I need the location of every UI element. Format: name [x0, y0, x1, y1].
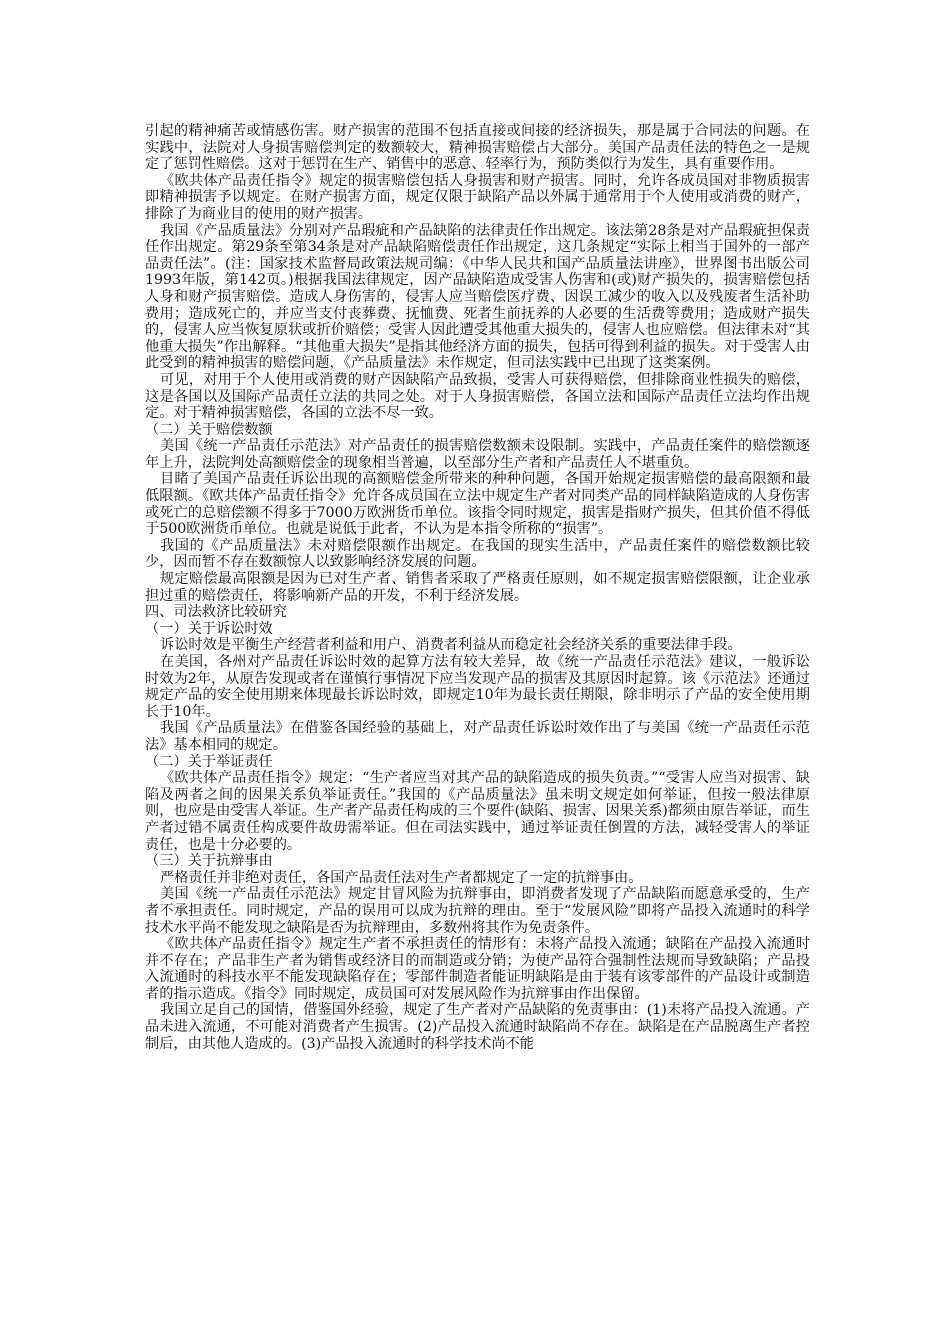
paragraph: 美国《统一产品责任示范法》对产品责任的损害赔偿数额未设限制。实践中，产品责任案件的赔偿额逐年上升，法院判处高额赔偿金的现象相当普遍，以至部分生产者和产品责任人不堪重负。	[145, 438, 810, 471]
section-heading: （二）关于赔偿数额	[145, 421, 273, 438]
paragraph: 可见，对用于个人使用或消费的财产因缺陷产品致损，受害人可获得赔偿，但排除商业性损失的赔偿，这是各国以及国际产品责任立法的共同之处。对于人身损害赔偿，各国立法和国际产品责任立法均作出规定。对于精神损害赔偿，各国的立法不尽一致。	[145, 371, 810, 422]
paragraph: 严格责任并非绝对责任，各国产品责任法对生产者都规定了一定的抗辩事由。	[160, 869, 643, 886]
section-heading: （三）关于抗辩事由	[145, 853, 273, 870]
section-heading: （一）关于诉讼时效	[145, 620, 273, 637]
paragraph: 我国的《产品质量法》未对赔偿限额作出规定。在我国的现实生活中，产品责任案件的赔偿数额比较少，因而暂不存在数额惊人以致影响经济发展的问题。	[145, 537, 810, 571]
paragraph: 美国《统一产品责任示范法》规定甘冒风险为抗辩事由，即消费者发现了产品缺陷而愿意承受的，生产者不承担责任。同时规定，产品的误用可以成为抗辩的理由。至于“发展风险”即将产品投入流通时的科学技术水平尚不能发现之缺陷是否为抗辩理由，多数州将其作为免责条件。	[145, 886, 810, 936]
paragraph: 目睹了美国产品责任诉讼出现的高额赔偿金所带来的种种问题，各国开始规定损害赔偿的最高限额和最低限额。《欧共体产品责任指令》允许各成员国在立法中规定生产者对同类产品的同样缺陷造成的人身伤害或死亡的总赔偿额不得多于7000万欧洲货币单位。该指令同时规定，损害是指财产损失，但其价值不得低于500欧洲货币单位。也就是说低于此者，不认为是本指令所称的“损害”。	[145, 471, 810, 538]
paragraph: 我国《产品质量法》分别对产品瑕疵和产品缺陷的法律责任作出规定。该法第28条是对产品瑕疵担保责任作出规定。第29条至第34条是对产品缺陷赔偿责任作出规定，这几条规定“实际上相当于国外的一部产品责任法”。(注：国家技术监督局政策法规司编：《中华人民共和国产品质量法讲座》，世界图书出版公司1993年版，第142页。)根据我国法律规定，因产品缺陷造成受害人伤害和(或)财产损失的，损害赔偿包括人身和财产损害赔偿。造成人身伤害的，侵害人应当赔偿医疗费、因误工减少的收入以及残废者生活补助费用；造成死亡的，并应当支付丧葬费、抚恤费、死者生前抚养的人必要的生活费等费用；造成财产损失的，侵害人应当恢复原状或折价赔偿；受害人因此遭受其他重大损失的，侵害人也应赔偿。但法律未对“其他重大损失”作出解释。“其他重大损失”是指其他经济方面的损失，包括可得到利益的损失。对于受害人由此受到的精神损害的赔偿问题，《产品质量法》未作规定，但司法实践中已出现了这类案例。	[145, 222, 810, 372]
paragraph: 我国立足自己的国情，借鉴国外经验，规定了生产者对产品缺陷的免责事由：(1)未将产品投入流通。产品未进入流通，不可能对消费者产生损害。(2)产品投入流通时缺陷尚不存在。缺陷是在产品脱离生产者控制后，由其他人造成的。(3)产品投入流通时的科学技术尚不能	[145, 1002, 810, 1052]
paragraph: 引起的精神痛苦或情感伤害。财产损害的范围不包括直接或间接的经济损失，那是属于合同法的问题。在实践中，法院对人身损害赔偿判定的数额较大，精神损害赔偿占大部分。美国产品责任法的特色之一是规定了惩罚性赔偿。这对于惩罚在生产、销售中的恶意、轻率行为，预防类似行为发生，具有重要作用。	[145, 123, 810, 173]
paragraph: 在美国，各州对产品责任诉讼时效的起算方法有较大差异，故《统一产品责任示范法》建议，一般诉讼时效为2年，从原告发现或者在谨慎行事情况下应当发现产品的损害及其原因时起算。该《示范法》还通过规定产品的安全使用期来体现最长诉讼时效，即规定10年为最长责任期限，除非明示了产品的安全使用期长于10年。	[145, 654, 810, 720]
paragraph: 我国《产品质量法》在借鉴各国经验的基础上，对产品责任诉讼时效作出了与美国《统一产品责任示范法》基本相同的规定。	[145, 720, 810, 753]
paragraph: 诉讼时效是平衡生产经营者利益和用户、消费者利益从而稳定社会经济关系的重要法律手段。	[160, 637, 742, 654]
paragraph: 《欧共体产品责任指令》规定：“生产者应当对其产品的缺陷造成的损失负责。”“受害人应当对损害、缺陷及两者之间的因果关系负举证责任。”我国的《产品质量法》虽未明文规定如何举证，但按一般法律原则，也应是由受害人举证。生产者产品责任构成的三个要件(缺陷、损害、因果关系)都须由原告举证，而生产者过错不属责任构成要件故毋需举证。但在司法实践中，通过举证责任倒置的方法，减轻受害人的举证责任，也是十分必要的。	[145, 770, 810, 853]
paragraph: 《欧共体产品责任指令》规定的损害赔偿包括人身损害和财产损害。同时，允许各成员国对非物质损害即精神损害予以规定。在财产损害方面，规定仅限于缺陷产品以外属于通常用于个人使用或消费的财产，排除了为商业目的使用的财产损害。	[145, 172, 810, 222]
section-heading: （二）关于举证责任	[145, 753, 273, 770]
paragraph: 《欧共体产品责任指令》规定生产者不承担责任的情形有：未将产品投入流通；缺陷在产品投入流通时并不存在；产品非生产者为销售或经济目的而制造或分销；为使产品符合强制性法规而导致缺陷；产品投入流通时的科技水平不能发现缺陷存在；零部件制造者能证明缺陷是由于装有该零部件的产品设计或制造者的指示造成。《指令》同时规定，成员国可对发展风险作为抗辩事由作出保留。	[145, 936, 810, 1002]
section-heading: 四、司法救济比较研究	[145, 604, 287, 621]
paragraph: 规定赔偿最高限额是因为已对生产者、销售者采取了严格责任原则，如不规定损害赔偿限额，让企业承担过重的赔偿责任，将影响新产品的开发，不利于经济发展。	[145, 571, 810, 604]
